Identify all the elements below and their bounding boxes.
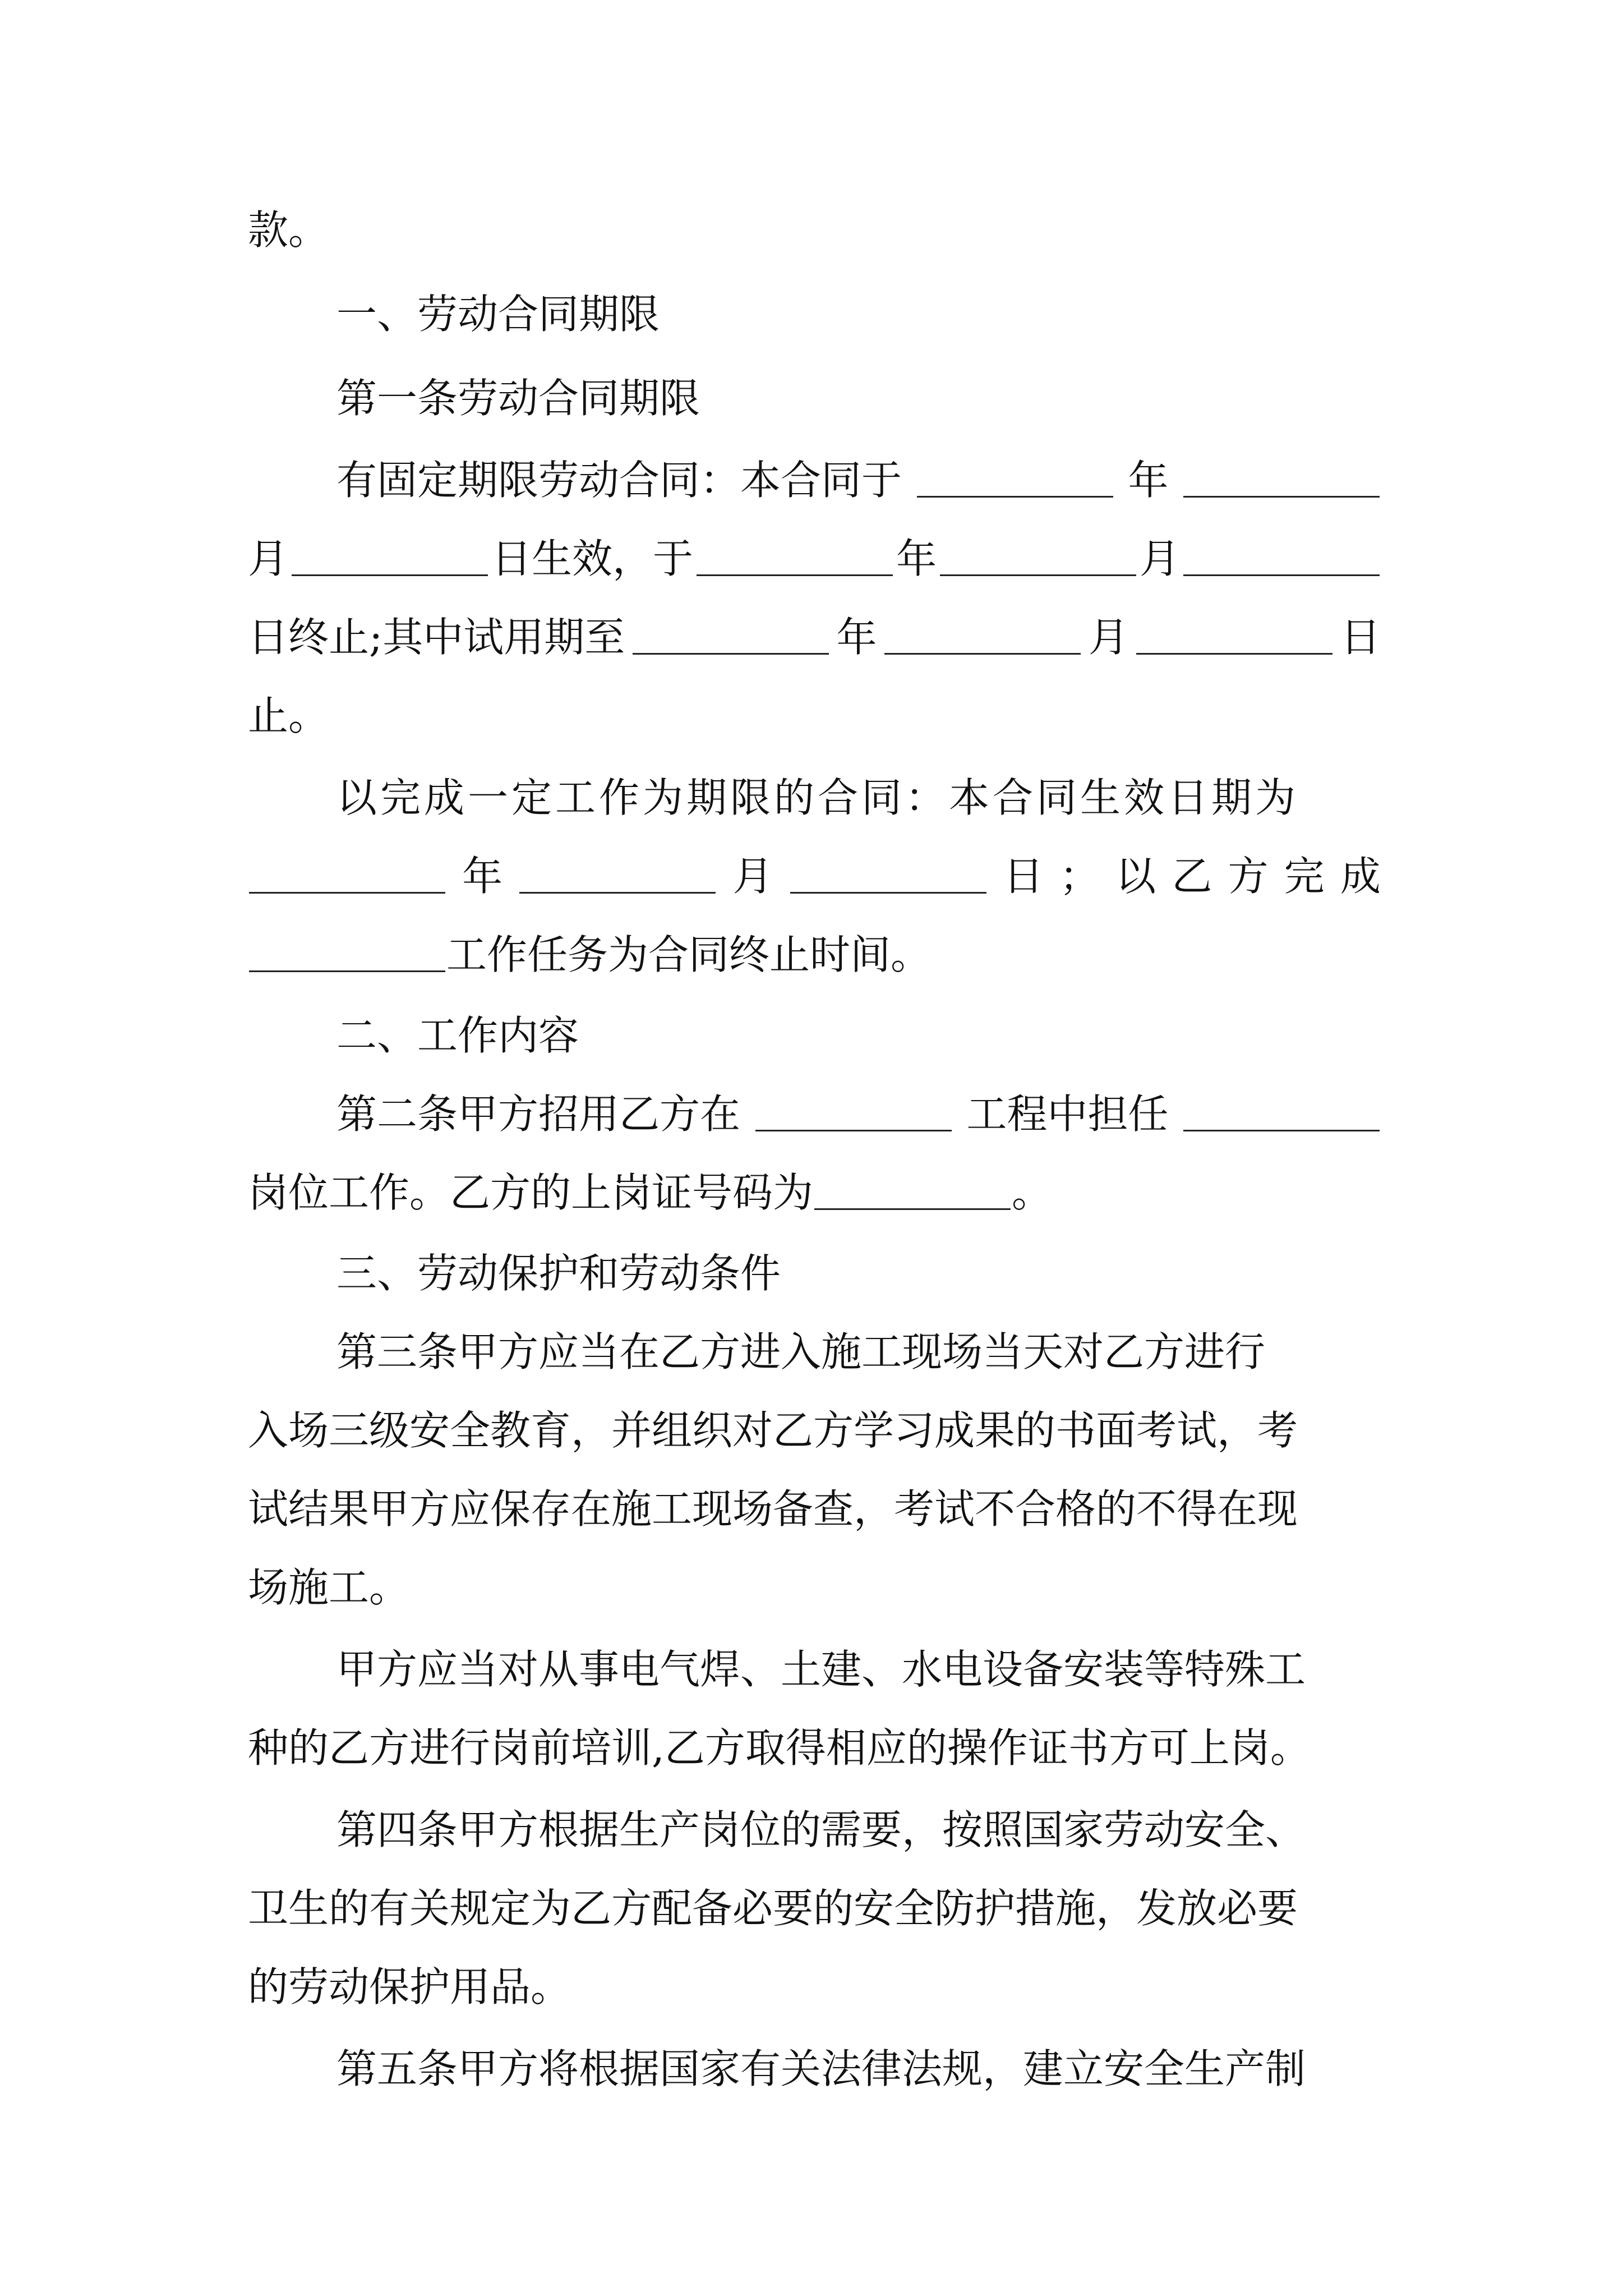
- line-text: 年: [896, 535, 937, 582]
- fill-in-blank: [755, 1126, 952, 1131]
- paragraph-line: [248, 1245, 1381, 1301]
- paragraph-line: [248, 452, 1381, 508]
- fill-in-blank: [917, 493, 1113, 498]
- paragraph-line: [248, 1165, 1381, 1221]
- line-text: 款。: [248, 206, 329, 254]
- paragraph-line: [248, 1481, 1381, 1537]
- line-text: 完: [1284, 853, 1325, 900]
- line-text: 年: [1128, 457, 1169, 504]
- paragraph-line: [248, 1880, 1381, 1936]
- paragraph-line: [248, 286, 1381, 342]
- paragraph-line: [248, 927, 1381, 983]
- line-text: 卫生的有关规定为乙方配备必要的安全防护措施，发放必要: [248, 1885, 1298, 1932]
- line-text: 日: [1003, 853, 1044, 900]
- line-text: 日生效，于: [491, 535, 693, 582]
- fill-in-blank: [1183, 1126, 1380, 1131]
- paragraph-line: [248, 1959, 1381, 2015]
- paragraph-line: [248, 370, 1381, 426]
- fill-in-blank: [633, 650, 829, 655]
- fill-in-blank: [1183, 493, 1380, 498]
- fill-in-blank: [292, 571, 488, 576]
- line-text: 第一条劳动合同期限: [336, 375, 700, 422]
- fill-in-blank: [790, 889, 986, 894]
- line-text: 第二条甲方招用乙方在: [336, 1091, 741, 1138]
- line-text: 甲方应当对从事电气焊、土建、水电设备安装等特殊工: [336, 1646, 1306, 1693]
- fill-in-blank: [249, 967, 445, 972]
- line-text: 岗位工作。乙方的上岗证号码为: [248, 1169, 814, 1216]
- line-text: 第三条甲方应当在乙方进入施工现场当天对乙方进行: [336, 1328, 1266, 1375]
- fill-in-blank: [249, 889, 445, 894]
- paragraph-line: [248, 1559, 1381, 1616]
- paragraph-line: [248, 688, 1381, 744]
- line-text: 有固定期限劳动合同：本合同于: [336, 457, 902, 504]
- line-text: 年: [836, 614, 877, 661]
- paragraph-line: [248, 770, 1381, 826]
- fill-in-blank: [519, 889, 716, 894]
- line-text: 以完成一定工作为期限的合同：本合同生效日期为: [336, 774, 1299, 821]
- line-text: 以: [1115, 853, 1156, 900]
- line-text: 试结果甲方应保存在施工现场备查，考试不合格的不得在现: [248, 1485, 1298, 1533]
- paragraph-line: [248, 1324, 1381, 1380]
- paragraph-line: [248, 1802, 1381, 1858]
- line-text: 场施工。: [248, 1564, 410, 1611]
- line-text: 工程中担任: [966, 1091, 1169, 1138]
- line-text: 成: [1340, 853, 1381, 900]
- line-text: 工作任务为合同终止时间。: [446, 931, 932, 978]
- line-text: 月: [1139, 535, 1180, 582]
- paragraph-line: [248, 2041, 1381, 2097]
- paragraph-line: [248, 1720, 1381, 1776]
- fill-in-blank: [1183, 571, 1380, 576]
- fill-in-blank: [1136, 650, 1332, 655]
- line-text: 入场三级安全教育，并组织对乙方学习成果的书面考试，考: [248, 1407, 1298, 1454]
- paragraph-line: [248, 1641, 1381, 1697]
- paragraph-line: [248, 609, 1381, 665]
- line-text: 日终止;其中试用期至: [248, 614, 625, 661]
- fill-in-blank: [884, 650, 1081, 655]
- line-text: 乙: [1172, 853, 1212, 900]
- paragraph-line: [248, 202, 1381, 258]
- paragraph-line: [248, 1007, 1381, 1064]
- line-text: 二、工作内容: [336, 1012, 579, 1059]
- line-text: ；: [1059, 853, 1100, 900]
- line-text: 止。: [248, 692, 329, 739]
- line-text: 日: [1340, 614, 1381, 661]
- paragraph-line: [248, 1402, 1381, 1458]
- paragraph-line: [248, 1086, 1381, 1142]
- line-text: 一、劳动合同期限: [336, 291, 660, 338]
- fill-in-blank: [940, 571, 1136, 576]
- fill-in-blank: [814, 1205, 1011, 1210]
- line-text: 种的乙方进行岗前培训,乙方取得相应的操作证书方可上岗。: [248, 1724, 1311, 1772]
- line-text: 月: [1088, 614, 1129, 661]
- line-text: 年: [462, 853, 503, 900]
- paragraph-line: [248, 531, 1381, 587]
- paragraph-line: [248, 848, 1381, 904]
- line-text: 三、劳动保护和劳动条件: [336, 1250, 781, 1297]
- line-text: 方: [1228, 853, 1269, 900]
- line-text: 。: [1012, 1169, 1053, 1216]
- line-text: 第五条甲方将根据国家有关法律法规，建立安全生产制: [336, 2045, 1306, 2092]
- line-text: 月: [248, 535, 289, 582]
- fill-in-blank: [697, 571, 893, 576]
- line-text: 第四条甲方根据生产岗位的需要，按照国家劳动安全、: [336, 1806, 1306, 1853]
- line-text: 的劳动保护用品。: [248, 1963, 571, 2010]
- line-text: 月: [732, 853, 773, 900]
